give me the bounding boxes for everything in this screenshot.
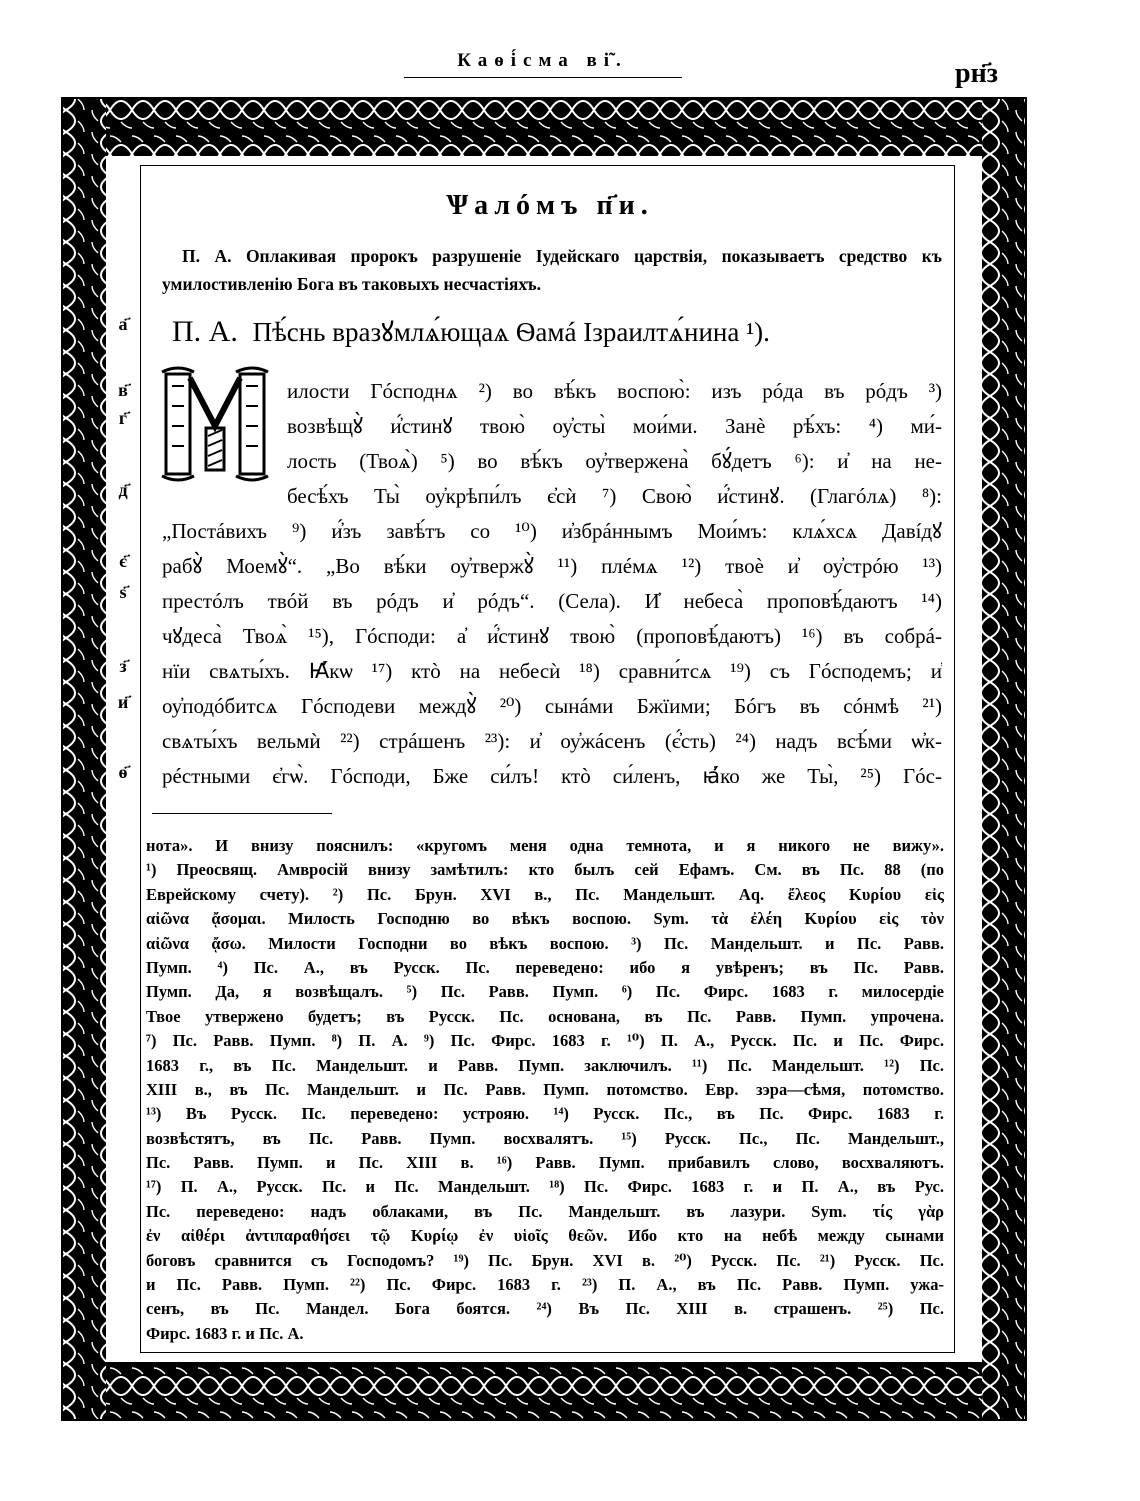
footnote-line: Пумп. ⁴) Пс. А., въ Русск. Пс. переведено: ибо я увѣренъ; въ Пс. Равв. (146, 957, 944, 977)
psalm-line: лость (Твоѧ̀) ⁵) во вѣ́къ оу҆твержена̀ бꙋ́детъ ⁶): и҆ на не- (287, 449, 942, 473)
footnote-line: Пс. переведено: надъ облаками, въ Пс. Мандельшт. въ лазури. Sym. τίς γὰρ (146, 1201, 944, 1221)
footnote-line: ¹) Преосвящ. Амвросій внизу замѣтилъ: кто былъ сей Ефамъ. См. въ Пс. 88 (по (146, 860, 944, 880)
verse-number: а҃ (118, 314, 128, 334)
superscription-text: Пѣ́снь вразꙋмлѧ́ющаѧ Ѳамá Ізраилтѧ́нина ¹). (252, 317, 770, 347)
psalm-superscription (172, 312, 942, 349)
psalm-line: престóлъ твóй въ рóдъ и҆ рóдъ“. (Села). И҆ небеса̀ проповѣ́даютъ ¹⁴) (162, 589, 942, 613)
footnote-line: ⁷) Пс. Равв. Пумп. ⁸) П. А. ⁹) Пс. Фирс. 1683 г. ¹⁰) П. А., Русск. Пс. и Пс. Фирс. (146, 1031, 944, 1051)
verse-number: з҃ (119, 656, 127, 676)
footnote-line: возвѣстятъ, въ Пс. Равв. Пумп. восхвалятъ. ¹⁵) Русск. Пс., Пс. Мандельшт., (146, 1128, 944, 1148)
footnote-line: ¹³) Въ Русск. Пс. переведено: устрояю. ¹⁴) Русск. Пс., въ Пс. Фирс. 1683 г. (146, 1104, 944, 1124)
psalm-summary: П. А. Оплакивая пророкъ разрушеніе Іудейскаго царствія, показываетъ средство къ умилостивленію Бога въ таковыхъ несчастіяхъ. (162, 246, 942, 294)
footnote-line: Фирс. 1683 г. и Пс. А. (146, 1323, 304, 1343)
footnotes (146, 834, 944, 1346)
footnote-line: ἐν αἰθέρι ἀντιπαραθήσει τῷ Κυρίῳ ἐν υἱοῖς θεῶν. Ибо кто на небѣ между сынами (146, 1226, 944, 1246)
verse-number: в҃ (118, 380, 128, 400)
psalm-title: Ѱалóмъ п҃и. (446, 190, 654, 221)
footnote-line: ¹⁷) П. А., Русск. Пс. и Пс. Мандельшт. ¹⁸) Пс. Фирс. 1683 г. и П. А., въ Рус. (146, 1177, 944, 1197)
running-head: Каѳі́сма ві̃. (457, 50, 628, 71)
footnote-line: αἰῶνα ᾄσομαι. Милость Господню во вѣкъ воспою. Sym. τὰ ἐλέη Κυρίου εἰς τὸν (146, 909, 944, 929)
footnote-line: Пумп. Да, я возвѣщалъ. ⁵) Пс. Равв. Пумп. ⁶) Пс. Фирс. 1683 г. милосердіе (146, 982, 944, 1002)
verse-number: ѕ҃ (119, 582, 127, 602)
footnote-separator (152, 813, 332, 814)
footnote-line: Твое утвержено будетъ; въ Русск. Пс. основана, въ Пс. Равв. Пумп. упрочена. (146, 1006, 944, 1026)
footnote-line: боговъ сравнится съ Господомъ? ¹⁹) Пс. Брун. XVI в. ²⁰) Русск. Пс. ²¹) Русск. Пс. (146, 1250, 944, 1270)
footnote-line: нота». И внизу пояснилъ: «кругомъ меня одна темнота, и я никого не вижу». (146, 836, 944, 855)
verse-number: и҃ (117, 692, 129, 712)
psalm-body (162, 374, 942, 794)
verse-number: г҃ (118, 408, 128, 428)
psalm-line: рабꙋ̀ Моемꙋ̀“. „Во вѣ́ки оу҆твержꙋ̀ ¹¹) плéмѧ ¹²) твоѐ и҆ оу҆стрóю ¹³) (162, 554, 942, 578)
psalm-line: „Постáвихъ ⁹) и҆́зъ завѣ́тъ со ¹⁰) и҆збрáннымъ Мои́мъ: клѧ́хсѧ Давíдꙋ (162, 519, 942, 543)
psalm-line: бесѣ́хъ Ты̀ оу҆крѣпи́лъ є҆сѝ ⁷) Свою̀ и҆́стинꙋ. (Глагóлѧ) ⁸): (287, 484, 942, 508)
psalm-line: чꙋдеса̀ Твоѧ̀ ¹⁵), Гóсподи: а҆ и҆́стинꙋ твою̀ (проповѣ́даютъ) ¹⁶) въ собрá- (162, 624, 942, 648)
footnote-line: Пс. Равв. Пумп. и Пс. XIII в. ¹⁶) Равв. Пумп. прибавилъ слово, восхваляютъ. (146, 1153, 944, 1173)
psalm-line: оу҆подóбитсѧ Гóсподеви междꙋ̀ ²⁰) сынáми Бжїими; Бóгъ въ сóнмѣ ²¹) (162, 694, 942, 718)
footnote-line: XIII в., въ Пс. Мандельшт. и Пс. Равв. Пумп. потомство. Евр. зэра—сѣмя, потомство. (146, 1079, 944, 1099)
verse-number: д҃ (118, 480, 128, 500)
footnote-line: и Пс. Равв. Пумп. ²²) Пс. Фирс. 1683 г. ²³) П. А., въ Пс. Равв. Пумп. ужа- (146, 1275, 944, 1295)
footnote-line: αἰῶνα ᾄσω. Милости Господни во вѣкъ воспою. ³) Пс. Мандельшт. и Пс. Равв. (146, 933, 944, 953)
footnote-line: сенъ, въ Пс. Мандел. Бога боятся. ²⁴) Въ Пс. XIII в. страшенъ. ²⁵) Пс. (146, 1299, 944, 1319)
psalm-line: нїи свѧты́хъ. Ꙗ҆́кѡ ¹⁷) ктò на небесѝ ¹⁸) сравни́тсѧ ¹⁹) съ Гóсподемъ; и҆ (162, 659, 942, 683)
psalm-line: свѧты́хъ вельмѝ ²²) стрáшенъ ²³): и҆ оу҆жáсенъ (є҆́сть) ²⁴) надъ всѣ́ми ѡ҆к- (162, 729, 942, 753)
page-number: рн҃з (955, 58, 998, 89)
footnote-line: 1683 г., въ Пс. Мандельшт. и Равв. Пумп. заключилъ. ¹¹) Пс. Мандельшт. ¹²) Пс. (146, 1055, 944, 1075)
psalm-line: рéстными є҆гѡ̀. Гóсподи, Бже си́лъ! ктò си́ленъ, ꙗ҆́ко же Ты̀, ²⁵) Гóс- (162, 764, 942, 788)
verse-number: є҃ (119, 551, 127, 571)
footnote-line: Еврейскому счету). ²) Пс. Брун. XVI в., Пс. Мандельшт. Aq. ἔλεος Κυρίου εἰς (146, 884, 944, 904)
verse-number: ѳ҃ (118, 762, 128, 782)
psalm-line: возвѣщꙋ̀ и҆́стинꙋ твою̀ оу҆сты̀ мои́ми. Занѐ рѣ́хъ: ⁴) ми́- (287, 414, 942, 438)
superscription-source: П. А. (172, 315, 238, 348)
psalm-line: илости Гóсподнѧ ²) во вѣ́къ воспою̀: изъ рóда въ рóдъ ³) (287, 379, 942, 403)
